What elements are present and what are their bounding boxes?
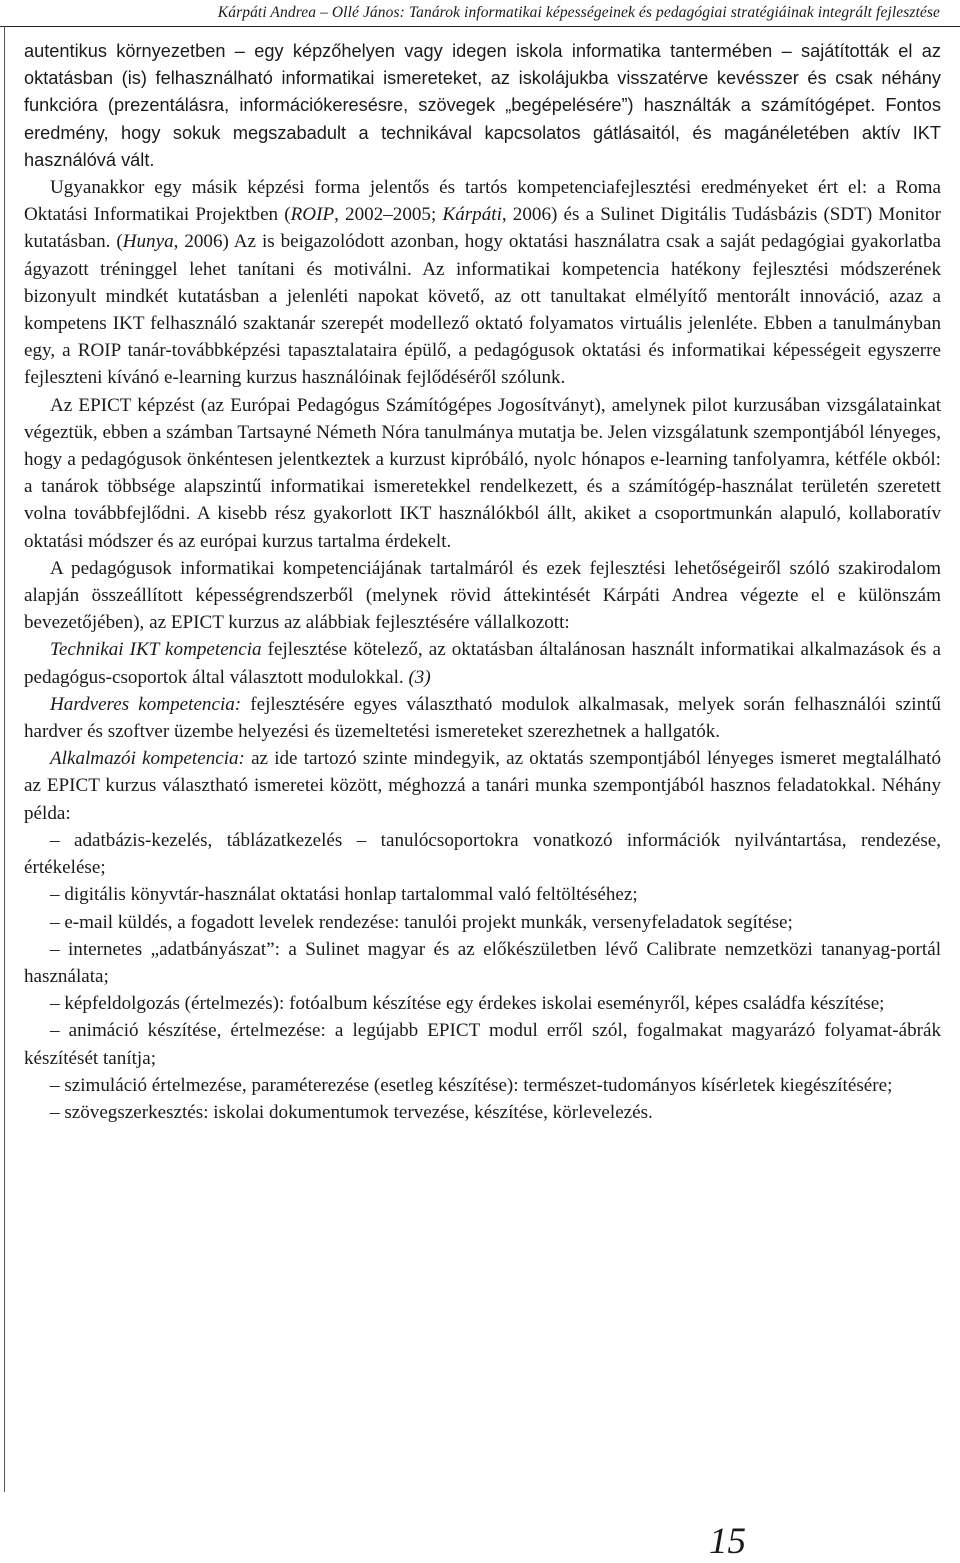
paragraph-1: autentikus környezetben – egy képzőhelyen vagy idegen iskola informatika tantermében – sajátították el az oktatásban (is) felhasználható informatikai ismereteket, az iskolájukba visszatérve kevésszer és csak néhány funkcióra (prezentálásra, információkeresésre, szövegek „begépelésére”) használták a számítógépet. Fontos eredmény, hogy sokuk megszabadult a technikával kapcsolatos gátlásaitól, és magánéletében aktív IKT használóvá vált. [24,41,941,170]
paragraph-application-competence: Alkalmazói kompetencia: az ide tartozó szinte mindegyik, az oktatás szempontjából lényeges ismeret megtalálható az EPICT kurzus választható ismeretei között, méghozzá a tanári munka szempontjából hasznos feladatokkal. Néhány példa: [24,748,941,824]
list-item: – digitális könyvtár-használat oktatási honlap tartalommal való feltöltéséhez; [50,884,638,906]
list-item: – animáció készítése, értelmezése: a legújabb EPICT modul erről szól, fogalmakat magyarázó folyamat-ábrák készítését tanítja; [24,1020,941,1069]
list-item: – adatbázis-kezelés, táblázatkezelés – tanulócsoportokra vonatkozó információk nyilvántartása, rendezése, értékelése; [24,829,941,879]
paragraph-technical-competence: Technikai IKT kompetencia fejlesztése kötelező, az oktatásban általánosan használt informatikai alkalmazások és a pedagógus-csoportok által választott modulokkal. (3) [24,639,941,688]
header-text: Kárpáti Andrea – Ollé János: Tanárok informatikai képességeinek és pedagógiai stratégiáinak integrált fejlesztése [217,4,940,21]
paragraph-2: Ugyanakkor egy másik képzési forma jelentős és tartós kompetenciafejlesztési eredményeket ért el: a Roma Oktatási Informatikai Projektben (ROIP, 2002–2005; Kárpáti, 2006) és a Sulinet Digitális Tudásbázis (SDT) Monitor kutatásban. (Hunya, 2006) Az is beigazolódott azonban, hogy oktatási használatra csak a saját pedagógiai gyakorlatba ágyazott tréninggel lehet tanítani és motiválni. Az informatikai kompetencia hatékony fejlesztési módszerének bizonyult mindkét kutatásban a jelenléti napokat követő, az ott tanultakat elmélyítő mentorált innováció, azaz a kompetens IKT felhasználó szaktanár szerepét modellező oktató folyamatos virtuális jelenléte. Ebben a tanulmányban egy, a ROIP tanár-továbbképzési tapasztalataira épülő, a pedagógusok oktatási és informatikai képességeit egyszerre fejleszteni kívánó e-learning kurzus használóinak fejlődéséről szólunk. [24,177,941,389]
page-number: 15 [709,1521,746,1562]
paragraph-3: Az EPICT képzést (az Európai Pedagógus Számítógépes Jogosítványt), amelynek pilot kurzusában vizsgálatainkat végeztük, ebben a számban Tartsayné Németh Nóra tanulmánya mutatja be. Jelen vizsgálatunk szempontjából lényeges, hogy a pedagógusok önkéntesen jelentkeztek a kurzust kipróbáló, nyolc hónapos e-learning tanfolyamra, kétféle okból: a tanárok többsége alapszintű informatikai ismeretekkel rendelkezett, és a számítógép-használat területén szeretett volna továbbfejlődni. A kisebb rész gyakorlott IKT használókból állt, akiket a csoportmunkán alapuló, kollaboratív oktatási módszer és az európai kurzus tartalma érdekelt. [24,394,941,552]
body-text [24,38,941,1126]
paragraph-4: A pedagógusok informatikai kompetenciájának tartalmáról és ezek fejlesztési lehetőségeiről szóló szakirodalom alapján összeállított képességrendszerből (melynek rövid áttekintését Kárpáti Andrea végezte el e különszám bevezetőjében), az EPICT kurzus az alábbiak fejlesztésére vállalkozott: [24,557,941,634]
header-rule [0,26,960,27]
list-item: – internetes „adatbányászat”: a Sulinet magyar és az előkészületben lévő Calibrate nemzetközi tananyag-portál használata; [24,938,941,987]
list-item: – szövegszerkesztés: iskolai dokumentumok tervezése, készítése, körlevelezés. [50,1101,653,1123]
paragraph-hardware-competence: Hardveres kompetencia: fejlesztésére egyes választható modulok alkalmasak, melyek során felhasználói szintű hardver és szoftver üzembe helyezési és üzemeltetési ismereteket szerezhetnek a hallgatók. [24,693,941,743]
margin-rule [4,26,5,1492]
list-item: – szimuláció értelmezése, paraméterezése (esetleg készítése): természet-tudományos kísérletek kiegészítésére; [50,1074,893,1096]
list-item: – képfeldolgozás (értelmezés): fotóalbum készítése egy érdekes iskolai eseményről, képes családfa készítése; [50,993,885,1015]
list-item: – e-mail küldés, a fogadott levelek rendezése: tanulói projekt munkák, versenyfeladatok segítése; [50,911,793,933]
